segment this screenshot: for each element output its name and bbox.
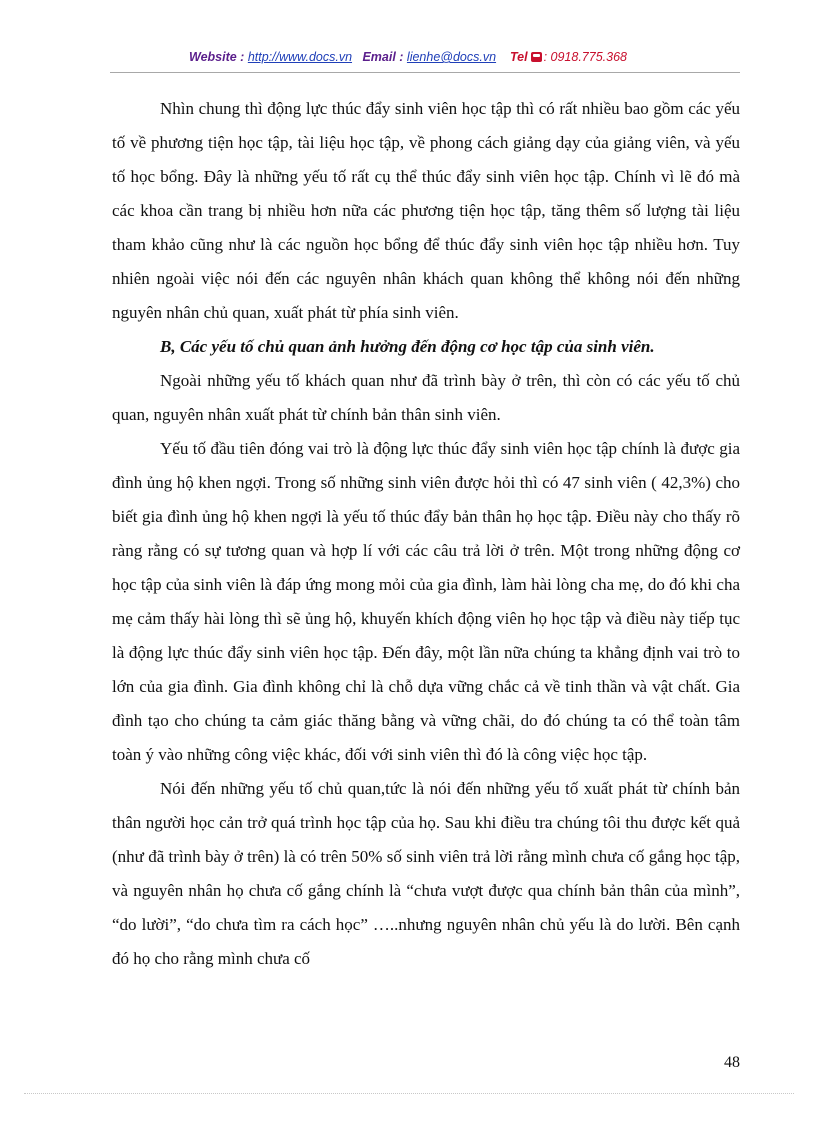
paragraph-1: Nhìn chung thì động lực thúc đẩy sinh viên học tập thì có rất nhiều bao gồm các yếu tố về phương tiện học tập, tài liệu học tập, về phong cách giảng dạy của giảng viên, và yếu tố học bổng. Đây là những yếu tố rất cụ thể thúc đẩy sinh viên học tập. Chính vì lẽ đó mà các khoa cần trang bị nhiều hơn nữa các phương tiện học tập, tăng thêm số lượng tài liệu tham khảo cũng như là các nguồn học bổng để thúc đẩy sinh viên học tập nhiều hơn. Tuy nhiên ngoài việc nói đến các nguyên nhân khách quan không thể không nói đến những nguyên nhân chủ quan, xuất phát từ phía sinh viên.: [112, 99, 740, 322]
page-header: [0, 50, 816, 64]
paragraph-2: Ngoài những yếu tố khách quan như đã trình bày ở trên, thì còn có các yếu tố chủ quan, nguyên nhân xuất phát từ chính bản thân sinh viên.: [112, 371, 740, 424]
document-body: [112, 92, 740, 976]
phone-icon: [531, 52, 542, 62]
website-label: Website :: [189, 50, 248, 64]
email-link[interactable]: lienhe@docs.vn: [406, 50, 497, 64]
website-link[interactable]: http://www.docs.vn: [247, 50, 353, 64]
section-heading: B, Các yếu tố chủ quan ảnh hưởng đến động cơ học tập của sinh viên.: [160, 337, 655, 356]
email-separator: :: [395, 50, 407, 64]
page-number: 48: [724, 1054, 740, 1071]
paragraph-4: Nói đến những yếu tố chủ quan,tức là nói đến những yếu tố xuất phát từ chính bản thân người học cản trở quá trình học tập của họ. Sau khi điều tra chúng tôi thu được kết quả (như đã trình bày ở trên) là có trên 50% số sinh viên trả lời rằng mình chưa cố gắng học tập, và nguyên nhân họ chưa cố gắng chính là “chưa vượt được qua chính bản thân của mình”, “do lười”, “do chưa tìm ra cách học” …..nhưng nguyên nhân chủ yếu là do lười. Bên cạnh đó họ cho rằng mình chưa cố: [112, 779, 740, 968]
email-label: Email: [362, 50, 396, 64]
header-divider: [110, 72, 740, 73]
tel-value: : 0918.775.368: [543, 50, 627, 64]
paragraph-3: Yếu tố đầu tiên đóng vai trò là động lực thúc đẩy sinh viên học tập chính là được gia đình ủng hộ khen ngợi. Trong số những sinh viên được hỏi thì có 47 sinh viên ( 42,3%) cho biết gia đình ủng hộ khen ngợi là yếu tố thúc đẩy bản thân họ học tập. Điều này cho thấy rõ ràng rằng có sự tương quan và hợp lí với các câu trả lời ở trên. Một trong những động cơ học tập của sinh viên là đáp ứng mong mỏi của gia đình, làm hài lòng cha mẹ, do đó khi cha mẹ cảm thấy hài lòng thì sẽ ủng hộ, khuyến khích động viên họ học tập và điều này tiếp tục là động lực thúc đẩy sinh viên học tập. Đến đây, một lần nữa chúng ta khẳng định vai trò to lớn của gia đình. Gia đình không chỉ là chỗ dựa vững chắc cả về tinh thần và vật chất. Gia đình tạo cho chúng ta cảm giác thăng bằng và vững chãi, do đó chúng ta có thể toàn tâm toàn ý vào những công việc khác, đối với sinh viên thì đó là công việc học tập.: [112, 439, 740, 764]
tel-label: Tel: [509, 50, 528, 64]
footer-divider: [24, 1093, 794, 1094]
